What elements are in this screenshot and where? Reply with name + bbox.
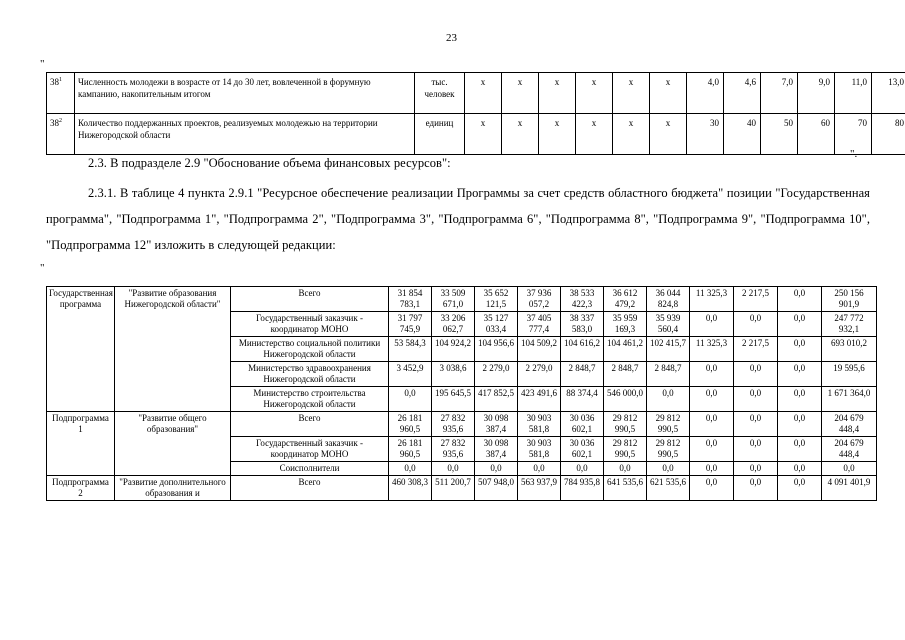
amount-cell: 546 000,0 <box>604 387 647 412</box>
amount-cell: 27 832 935,6 <box>432 437 475 462</box>
amount-cell: 2 217,5 <box>734 337 778 362</box>
amount-cell: 4 091 401,9 <box>822 476 877 501</box>
amount-cell: 2 848,7 <box>561 362 604 387</box>
page-number: 23 <box>446 32 457 44</box>
value-cell: x <box>613 114 650 155</box>
paragraph-2-3: 2.3. В подразделе 2.9 "Обоснование объема финансовых ресурсов": <box>88 156 451 170</box>
amount-cell: 30 036 602,1 <box>561 412 604 437</box>
value-cell: 11,0 <box>835 73 872 114</box>
executor-cell: Министерство здравоохранения Нижегородской области <box>231 362 389 387</box>
amount-cell: 35 652 121,5 <box>475 287 518 312</box>
executor-cell: Всего <box>231 287 389 312</box>
amount-cell: 0,0 <box>822 462 877 476</box>
amount-cell: 37 936 057,2 <box>518 287 561 312</box>
amount-cell: 621 535,6 <box>647 476 690 501</box>
amount-cell: 53 584,3 <box>389 337 432 362</box>
amount-cell: 29 812 990,5 <box>647 437 690 462</box>
amount-cell: 102 415,7 <box>647 337 690 362</box>
amount-cell: 0,0 <box>778 287 822 312</box>
amount-cell: 19 595,6 <box>822 362 877 387</box>
amount-cell: 0,0 <box>734 462 778 476</box>
executor-cell: Государственный заказчик - координатор МОНО <box>231 437 389 462</box>
amount-cell: 88 374,4 <box>561 387 604 412</box>
amount-cell: 36 612 479,2 <box>604 287 647 312</box>
amount-cell: 104 461,2 <box>604 337 647 362</box>
amount-cell: 104 924,2 <box>432 337 475 362</box>
amount-cell: 641 535,6 <box>604 476 647 501</box>
amount-cell: 0,0 <box>604 462 647 476</box>
value-cell: 60 <box>798 114 835 155</box>
amount-cell: 0,0 <box>778 312 822 337</box>
value-cell: x <box>465 114 502 155</box>
amount-cell: 0,0 <box>432 462 475 476</box>
amount-cell: 30 903 581,8 <box>518 412 561 437</box>
indicators-table <box>46 72 905 155</box>
amount-cell: 0,0 <box>734 476 778 501</box>
executor-cell: Всего <box>231 412 389 437</box>
amount-cell: 693 010,2 <box>822 337 877 362</box>
amount-cell: 0,0 <box>690 476 734 501</box>
row-number-sup: 1 <box>59 77 62 83</box>
amount-cell: 104 509,2 <box>518 337 561 362</box>
amount-cell: 35 939 560,4 <box>647 312 690 337</box>
row-number <box>47 73 75 114</box>
table-row <box>47 73 905 114</box>
amount-cell: 0,0 <box>734 437 778 462</box>
program-status: Подпрограмма 2 <box>47 476 115 501</box>
amount-cell: 204 679 448,4 <box>822 437 877 462</box>
amount-cell: 0,0 <box>389 387 432 412</box>
amount-cell: 0,0 <box>734 312 778 337</box>
amount-cell: 2 279,0 <box>518 362 561 387</box>
amount-cell: 250 156 901,9 <box>822 287 877 312</box>
amount-cell: 0,0 <box>690 312 734 337</box>
executor-cell: Министерство социальной политики Нижегородской области <box>231 337 389 362</box>
amount-cell: 30 098 387,4 <box>475 412 518 437</box>
amount-cell: 563 937,9 <box>518 476 561 501</box>
value-cell: 4,0 <box>687 73 724 114</box>
amount-cell: 0,0 <box>778 412 822 437</box>
table-row <box>47 412 877 437</box>
row-number-base: 38 <box>50 77 59 87</box>
amount-cell: 30 036 602,1 <box>561 437 604 462</box>
amount-cell: 33 206 062,7 <box>432 312 475 337</box>
row-number-base: 38 <box>50 118 59 128</box>
value-cell: x <box>502 114 539 155</box>
amount-cell: 31 797 745,9 <box>389 312 432 337</box>
amount-cell: 31 854 783,1 <box>389 287 432 312</box>
row-number-sup: 2 <box>59 118 62 124</box>
amount-cell: 104 616,2 <box>561 337 604 362</box>
amount-cell: 3 038,6 <box>432 362 475 387</box>
amount-cell: 0,0 <box>734 387 778 412</box>
amount-cell: 29 812 990,5 <box>604 437 647 462</box>
amount-cell: 35 127 033,4 <box>475 312 518 337</box>
table-row <box>47 476 877 501</box>
amount-cell: 0,0 <box>778 387 822 412</box>
value-cell: x <box>539 114 576 155</box>
amount-cell: 0,0 <box>690 387 734 412</box>
amount-cell: 26 181 960,5 <box>389 412 432 437</box>
amount-cell: 0,0 <box>690 437 734 462</box>
amount-cell: 3 452,9 <box>389 362 432 387</box>
amount-cell: 2 279,0 <box>475 362 518 387</box>
paragraph-2-3-1: 2.3.1. В таблице 4 пункта 2.9.1 "Ресурсное обеспечение реализации Программы за счет средств областного бюджета" позиции "Государственная программа", "Подпрограмма 1", "Подпрограмма 2", "Подпрограмма 3", "Подпрограмма 6", "Подпрограмма 8", "Подпрограмма 9", "Подпрограмма 10", "Подпрограмма 12" изложить в следующей редакции: <box>46 186 870 252</box>
amount-cell: 247 772 932,1 <box>822 312 877 337</box>
amount-cell: 0,0 <box>778 437 822 462</box>
amount-cell: 0,0 <box>778 476 822 501</box>
amount-cell: 0,0 <box>734 412 778 437</box>
value-cell: x <box>539 73 576 114</box>
amount-cell: 423 491,6 <box>518 387 561 412</box>
program-status: Подпрограмма 1 <box>47 412 115 476</box>
value-cell: 13,0 <box>872 73 905 114</box>
closing-quote: ". <box>850 148 858 160</box>
amount-cell: 417 852,5 <box>475 387 518 412</box>
amount-cell: 195 645,5 <box>432 387 475 412</box>
value-cell: 40 <box>724 114 761 155</box>
amount-cell: 460 308,3 <box>389 476 432 501</box>
amount-cell: 38 337 583,0 <box>561 312 604 337</box>
amount-cell: 35 959 169,3 <box>604 312 647 337</box>
value-cell: 4,6 <box>724 73 761 114</box>
amount-cell: 0,0 <box>690 462 734 476</box>
table-row <box>47 114 905 155</box>
amount-cell: 204 679 448,4 <box>822 412 877 437</box>
indicator-name: Количество поддержанных проектов, реализуемых молодежью на территории Нижегородской области <box>75 114 415 155</box>
opening-quote-2: " <box>40 262 45 274</box>
resource-table <box>46 286 877 501</box>
amount-cell: 38 533 422,3 <box>561 287 604 312</box>
amount-cell: 507 948,0 <box>475 476 518 501</box>
amount-cell: 2 217,5 <box>734 287 778 312</box>
amount-cell: 0,0 <box>647 387 690 412</box>
amount-cell: 1 671 364,0 <box>822 387 877 412</box>
value-cell: 70 <box>835 114 872 155</box>
amount-cell: 0,0 <box>778 337 822 362</box>
program-status: Государственная программа <box>47 287 115 412</box>
amount-cell: 511 200,7 <box>432 476 475 501</box>
value-cell: x <box>576 114 613 155</box>
amount-cell: 11 325,3 <box>690 287 734 312</box>
amount-cell: 33 509 671,0 <box>432 287 475 312</box>
amount-cell: 29 812 990,5 <box>647 412 690 437</box>
opening-quote: " <box>40 58 45 70</box>
value-cell: 80 <box>872 114 905 155</box>
value-cell: 7,0 <box>761 73 798 114</box>
amount-cell: 0,0 <box>647 462 690 476</box>
program-title: "Развитие дополнительного образования и <box>115 476 231 501</box>
value-cell: x <box>576 73 613 114</box>
amount-cell: 30 903 581,8 <box>518 437 561 462</box>
amount-cell: 30 098 387,4 <box>475 437 518 462</box>
indicator-name: Численность молодежи в возрасте от 14 до 30 лет, вовлеченной в форумную кампанию, накопительным итогом <box>75 73 415 114</box>
amount-cell: 11 325,3 <box>690 337 734 362</box>
executor-cell: Всего <box>231 476 389 501</box>
amount-cell: 0,0 <box>561 462 604 476</box>
unit-cell: тыс. человек <box>415 73 465 114</box>
unit-cell: единиц <box>415 114 465 155</box>
amount-cell: 0,0 <box>389 462 432 476</box>
amount-cell: 0,0 <box>690 362 734 387</box>
program-title: "Развитие общего образования" <box>115 412 231 476</box>
program-title: "Развитие образования Нижегородской области" <box>115 287 231 412</box>
amount-cell: 0,0 <box>518 462 561 476</box>
amount-cell: 0,0 <box>734 362 778 387</box>
value-cell: 9,0 <box>798 73 835 114</box>
amount-cell: 26 181 960,5 <box>389 437 432 462</box>
value-cell: 50 <box>761 114 798 155</box>
executor-cell: Государственный заказчик - координатор МОНО <box>231 312 389 337</box>
amount-cell: 0,0 <box>778 362 822 387</box>
executor-cell: Соисполнители <box>231 462 389 476</box>
row-number <box>47 114 75 155</box>
table-row <box>47 287 877 312</box>
amount-cell: 2 848,7 <box>604 362 647 387</box>
value-cell: 30 <box>687 114 724 155</box>
amount-cell: 0,0 <box>475 462 518 476</box>
value-cell: x <box>613 73 650 114</box>
amount-cell: 29 812 990,5 <box>604 412 647 437</box>
executor-cell: Министерство строительства Нижегородской области <box>231 387 389 412</box>
amount-cell: 36 044 824,8 <box>647 287 690 312</box>
value-cell: x <box>465 73 502 114</box>
amount-cell: 784 935,8 <box>561 476 604 501</box>
amount-cell: 0,0 <box>690 412 734 437</box>
amount-cell: 37 405 777,4 <box>518 312 561 337</box>
value-cell: x <box>650 73 687 114</box>
amount-cell: 2 848,7 <box>647 362 690 387</box>
value-cell: x <box>650 114 687 155</box>
value-cell: x <box>502 73 539 114</box>
amount-cell: 0,0 <box>778 462 822 476</box>
amount-cell: 104 956,6 <box>475 337 518 362</box>
amount-cell: 27 832 935,6 <box>432 412 475 437</box>
